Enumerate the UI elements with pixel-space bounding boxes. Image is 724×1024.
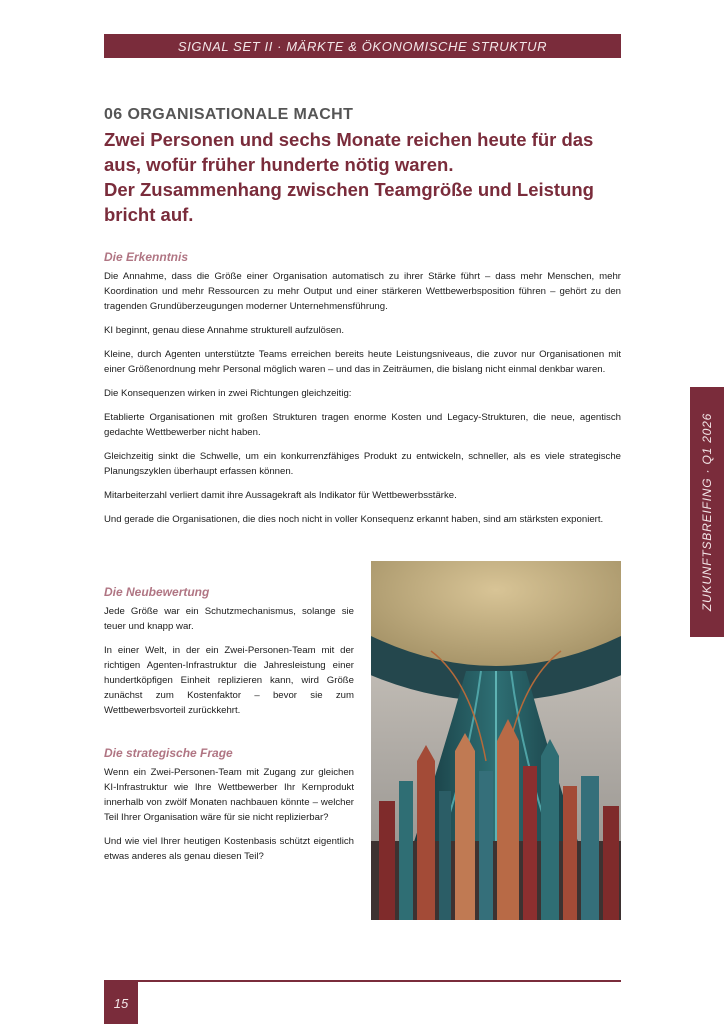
- section-headline: [104, 127, 614, 227]
- header-bar: [104, 34, 621, 58]
- erkenntnis-paragraph: Gleichzeitig sinkt die Schwelle, um ein konkurrenzfähiges Produkt zu entwickeln, schneller, als es viele strategische Planungszyklen überhaupt erfassen können.: [104, 451, 621, 477]
- footer-line: [104, 980, 621, 982]
- erkenntnis-paragraph: Mitarbeiterzahl verliert damit ihre Aussagekraft als Indikator für Wettbewerbsstärke.: [104, 490, 457, 501]
- headline-line: aus, wofür früher hunderte nötig waren.: [104, 154, 454, 175]
- page-number-text: 15: [113, 995, 129, 1011]
- side-tab: [690, 387, 724, 637]
- section-number-title: 06 ORGANISATIONALE MACHT: [104, 106, 354, 123]
- strategic-question-section: [104, 746, 354, 873]
- feature-image-tree-city: [371, 561, 621, 920]
- strategic-question-paragraph: Wenn ein Zwei-Personen-Team mit Zugang zur gleichen KI-Infrastruktur wie Ihre Wettbewerber Ihr Kernprodukt innerhalb von zwölf Monaten nachbauen könnte – welcher Teil Ihrer Organisation wäre für sie nicht replizierbar?: [104, 767, 354, 823]
- page-number: [104, 982, 138, 1024]
- erkenntnis-paragraph: Die Konsequenzen wirken in zwei Richtungen gleichzeitig:: [104, 388, 352, 399]
- erkenntnis-paragraph: Und gerade die Organisationen, die dies noch nicht in voller Konsequenz erkannt haben, sind am stärksten exponiert.: [104, 514, 604, 525]
- side-tab-label: ZUKUNFTSBREIFING · Q1 2026: [700, 412, 714, 612]
- strategic-question-paragraph: Und wie viel Ihrer heutigen Kostenbasis schützt eigentlich etwas anderes als genau diesen Teil?: [104, 836, 354, 862]
- header-title: SIGNAL SET II · MÄRKTE & ÖKONOMISCHE STRUKTUR: [177, 38, 548, 54]
- erkenntnis-paragraph: Kleine, durch Agenten unterstützte Teams erreichen bereits heute Leistungsniveaus, die zuvor nur Organisationen mit einer Größenordnung mehr Personal möglich waren – und das in Zeiträumen, die bislang nicht einmal denkbar waren.: [104, 349, 621, 375]
- neubewertung-heading: Die Neubewertung: [104, 585, 210, 599]
- neubewertung-paragraph: Jede Größe war ein Schutzmechanismus, solange sie teuer und knapp war.: [104, 606, 354, 632]
- erkenntnis-heading: Die Erkenntnis: [104, 250, 189, 264]
- erkenntnis-paragraph: Etablierte Organisationen mit großen Strukturen tragen enorme Kosten und Legacy-Strukturen, die neue, agentisch gedachte Wettbewerber nicht haben.: [104, 412, 621, 438]
- erkenntnis-paragraph: KI beginnt, genau diese Annahme strukturell aufzulösen.: [104, 325, 345, 336]
- erkenntnis-paragraph: Die Annahme, dass die Größe einer Organisation automatisch zu ihrer Stärke führt – dass mehr Menschen, mehr Koordination und mehr Ressourcen zu mehr Output und einer stärkeren Wettbewerbsposition führen – gehört zu den tragenden Grundüberzeugungen moderner Unternehmensführung.: [104, 271, 621, 312]
- headline-line: Zwei Personen und sechs Monate reichen heute für das: [104, 129, 594, 150]
- erkenntnis-section: [104, 250, 621, 536]
- neubewertung-section: [104, 585, 354, 727]
- headline-line: bricht auf.: [104, 204, 194, 225]
- strategic-question-heading: Die strategische Frage: [104, 746, 233, 760]
- headline-line: Der Zusammenhang zwischen Teamgröße und Leistung: [104, 179, 594, 200]
- neubewertung-paragraph: In einer Welt, in der ein Zwei-Personen-Team mit der richtigen Agenten-Infrastruktur die Jahresleistung einer hundertköpfigen Einheit replizieren kann, wird Größe zunächst zum Kostenfaktor – bevor sie zum Wettbewerbsvorteil zurückkehrt.: [104, 645, 354, 716]
